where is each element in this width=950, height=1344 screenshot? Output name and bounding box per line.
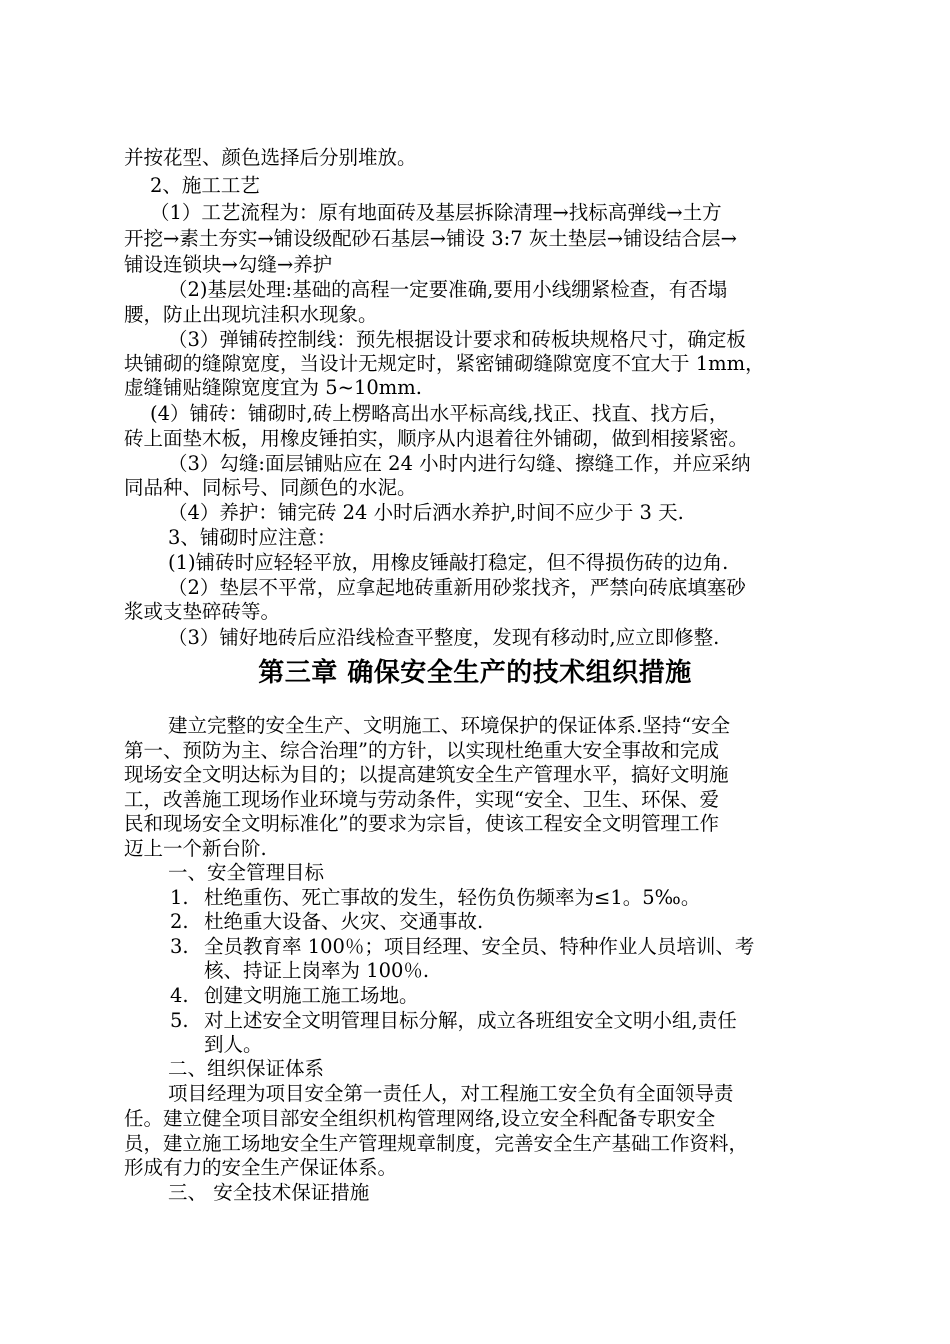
list-number: 2. (170, 910, 189, 933)
text-line: (4）铺砖：铺砌时,砖上楞略高出水平标高线,找正、找直、找方后， (150, 402, 729, 425)
text-line: 砖上面垫木板，用橡皮锤拍实，顺序从内退着往外铺砌，做到相接紧密。 (124, 427, 749, 450)
text-line: 任。建立健全项目部安全组织机构管理网络,设立安全科配备专职安全 (124, 1107, 716, 1130)
section-label: 2、施工工艺 (150, 174, 260, 197)
section-title: 一、安全管理目标 (168, 861, 325, 884)
text-line: 民和现场安全文明标准化”的要求为宗旨，使该工程安全文明管理工作 (124, 812, 719, 835)
text-line: 同品种、同标号、同颜色的水泥。 (124, 476, 417, 499)
text-line: 项目经理为项目安全第一责任人，对工程施工安全负有全面领导责 (168, 1082, 734, 1105)
text-line: 工，改善施工现场作业环境与劳动条件，实现“安全、卫生、环保、爱 (124, 788, 719, 811)
text-line: 腰，防止出现坑洼积水现象。 (124, 303, 378, 326)
text-line: 现场安全文明达标为目的；以提高建筑安全生产管理水平，搞好文明施 (124, 763, 729, 786)
text-line: （3）勾缝:面层铺贴应在 24 小时内进行勾缝、擦缝工作，并应采纳 (168, 452, 751, 475)
list-number: 4. (170, 984, 189, 1007)
text-line: 虚缝铺贴缝隙宽度宜为 5~10mm. (124, 376, 422, 399)
list-item-continued: 核、持证上岗率为 100％. (204, 959, 430, 982)
text-line: 形成有力的安全生产保证体系。 (124, 1156, 398, 1179)
text-line: （2）垫层不平常，应拿起地砖重新用砂浆找齐，严禁向砖底填塞砂 (168, 576, 746, 599)
list-item: 对上述安全文明管理目标分解，成立各班组安全文明小组,责任 (204, 1009, 737, 1032)
list-number: 1. (170, 886, 189, 909)
text-line: (1)铺砖时应轻轻平放，用橡皮锤敲打稳定，但不得损伤砖的边角. (168, 551, 729, 574)
text-line: （3）弹铺砖控制线：预先根据设计要求和砖板块规格尺寸，确定板 (168, 328, 746, 351)
list-number: 5. (170, 1009, 189, 1032)
text-line: 浆或支垫碎砖等。 (124, 600, 281, 623)
list-number: 3. (170, 935, 189, 958)
text-line: 迈上一个新台阶. (124, 837, 267, 860)
list-item-continued: 到人。 (204, 1033, 263, 1056)
text-line: 员，建立施工场地安全生产管理规章制度，完善安全生产基础工作资料， (124, 1132, 749, 1155)
text-line: 第一、预防为主、综合治理”的方针，以实现杜绝重大安全事故和完成 (124, 739, 719, 762)
section-label: 3、铺砌时应注意： (168, 526, 337, 549)
text-line: 开挖→素土夯实→铺设级配砂石基层→铺设 3:7 灰土垫层→铺设结合层→ (124, 227, 737, 250)
list-item: 全员教育率 100％；项目经理、安全员、特种作业人员培训、考 (204, 935, 755, 958)
section-title: 三、 安全技术保证措施 (168, 1181, 370, 1204)
section-title: 二、组织保证体系 (168, 1057, 325, 1080)
text-line: 铺设连锁块→勾缝→养护 (124, 253, 333, 276)
text-line: （3）铺好地砖后应沿线检查平整度，发现有移动时,应立即修整. (168, 626, 720, 649)
chapter-title: 第三章 确保安全生产的技术组织措施 (258, 658, 692, 688)
list-item: 杜绝重大设备、火灾、交通事故. (204, 910, 484, 933)
text-line: 块铺砌的缝隙宽度，当设计无规定时，紧密铺砌缝隙宽度不宜大于 1mm， (124, 352, 765, 375)
text-line: 并按花型、颜色选择后分别堆放。 (124, 146, 417, 169)
text-line: 建立完整的安全生产、文明施工、环境保护的保证体系.坚持“安全 (168, 714, 731, 737)
text-line: （1）工艺流程为：原有地面砖及基层拆除清理→找标高弹线→土方 (150, 201, 722, 224)
list-item: 杜绝重伤、死亡事故的发生，轻伤负伤频率为≤1。5‰。 (204, 886, 701, 909)
list-item: 创建文明施工施工场地。 (204, 984, 419, 1007)
text-line: （2)基层处理:基础的高程一定要准确,要用小线绷紧检查，有否塌 (168, 278, 728, 301)
text-line: （4）养护：铺完砖 24 小时后洒水养护,时间不应少于 3 天. (168, 501, 684, 524)
